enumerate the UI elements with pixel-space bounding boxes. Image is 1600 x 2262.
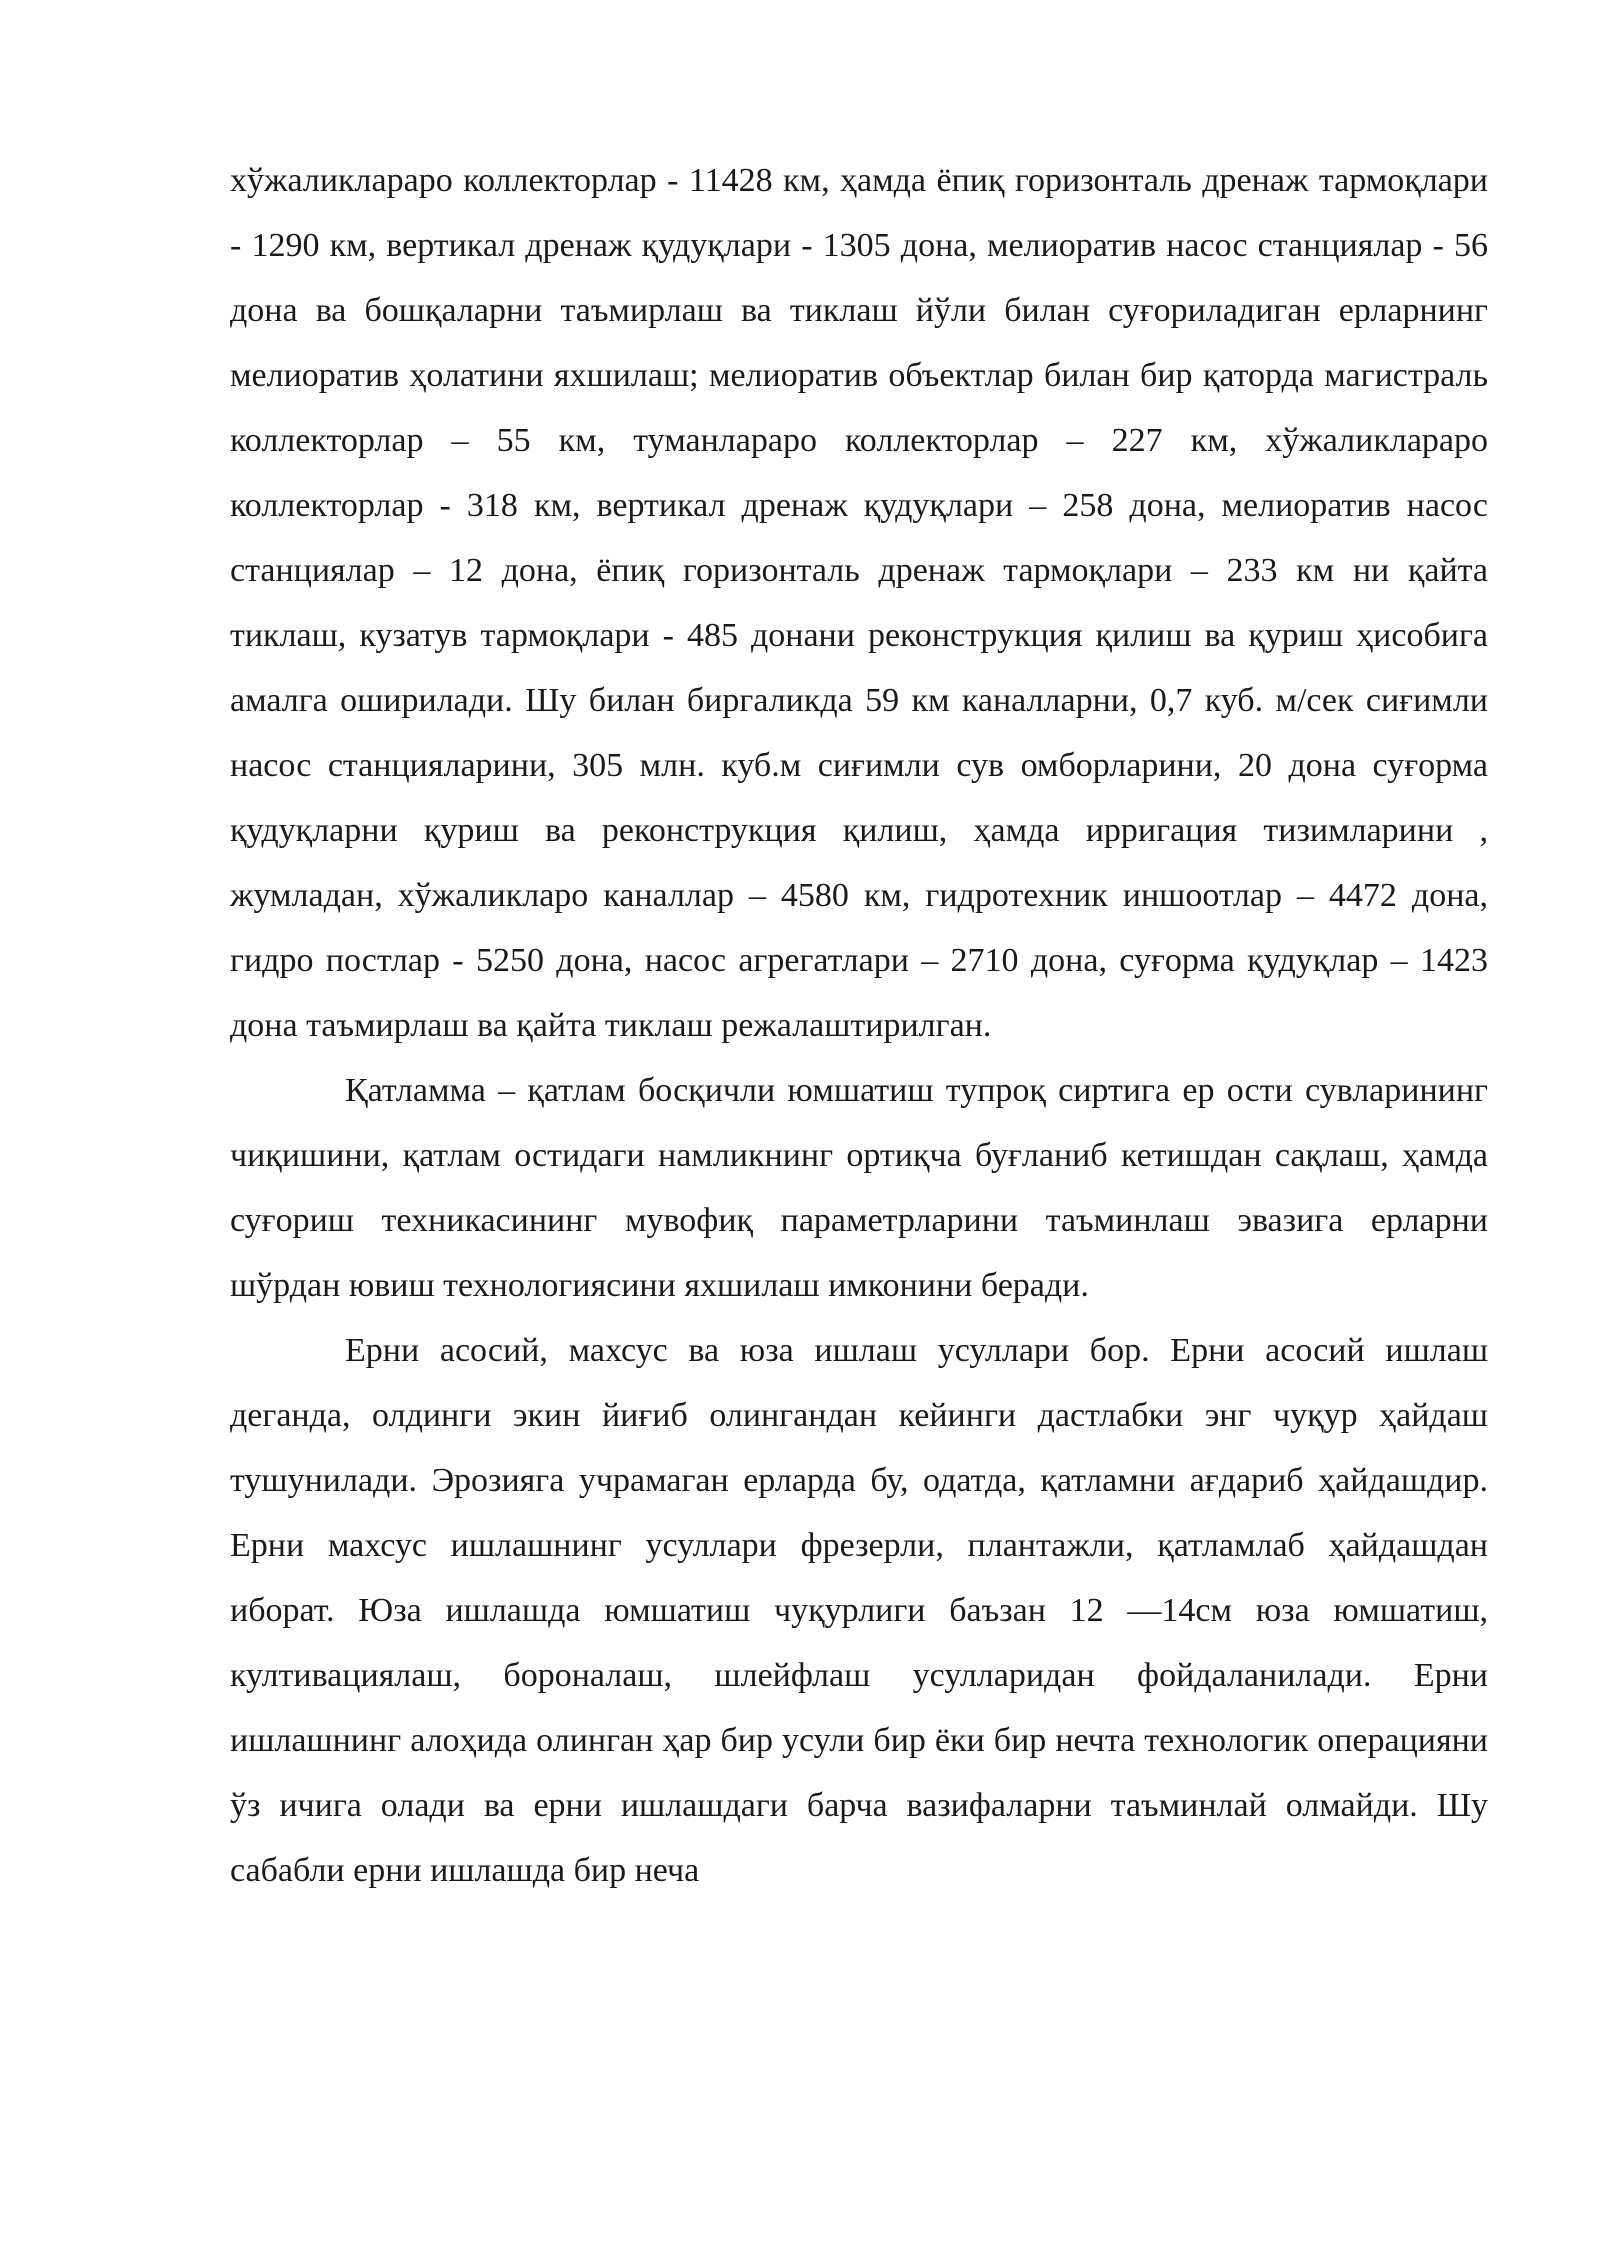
paragraph-layer-loosening: Қатламма – қатлам босқичли юмшатиш тупроқ сиртига ер ости сувларининг чиқишини, қатлам остидаги намликнинг ортиқча буғланиб кетишдан сақлаш, ҳамда суғориш техникасининг мувофиқ параметрларини таъминлаш эвазига ерларни шўрдан ювиш технологиясини яхшилаш имконини беради. [230,1072,1488,1304]
paragraph-continued: хўжаликлараро коллекторлар - 11428 км, ҳамда ёпиқ горизонталь дренаж тармоқлари - 1290 км, вертикал дренаж қудуқлари - 1305 дона, мелиоратив насос станциялар - 56 дона ва бошқаларни таъмирлаш ва тиклаш йўли билан суғориладиган ерларнинг мелиоратив ҳолатини яхшилаш; мелиоратив объектлар билан бир қаторда магистраль коллекторлар – 55 км, туманлараро коллекторлар – 227 км, хўжаликлараро коллекторлар - 318 км, вертикал дренаж қудуқлари – 258 дона, мелиоратив насос станциялар – 12 дона, ёпиқ горизонталь дренаж тармоқлари – 233 км ни қайта тиклаш, кузатув тармоқлари - 485 донани реконструкция қилиш ва қуриш ҳисобига амалга оширилади. Шу билан биргаликда 59 км каналларни, 0,7 куб. м/сек сиғимли насос станцияларини, 305 млн. куб.м сиғимли сув омборларини, 20 дона суғорма қудуқларни қуриш ва реконструкция қилиш, ҳамда ирригация тизимларини , жумладан, хўжаликларо каналлар – 4580 км, гидротехник иншоотлар – 4472 дона, гидро постлар - 5250 дона, насос агрегатлари – 2710 дона, суғорма қудуқлар – 1423 дона таъмирлаш ва қайта тиклаш режалаштирилган. [230,162,1488,1044]
document-body [230,148,1488,1903]
paragraph-soil-tillage: Ерни асосий, махсус ва юза ишлаш усуллари бор. Ерни асосий ишлаш деганда, олдинги экин йиғиб олингандан кейинги дастлабки энг чуқур ҳайдаш тушунилади. Эрозияга учрамаган ерларда бу, одатда, қатламни ағдариб ҳайдашдир. Ерни махсус ишлашнинг усуллари фрезерли, плантажли, қатламлаб ҳайдашдан иборат. Юза ишлашда юмшатиш чуқурлиги баъзан 12 —14см юза юмшатиш, култивациялаш, бороналаш, шлейфлаш усулларидан фойдаланилади. Ерни ишлашнинг алоҳида олинган ҳар бир усули бир ёки бир нечта технологик операцияни ўз ичига олади ва ерни ишлашдаги барча вазифаларни таъминлай олмайди. Шу сабабли ерни ишлашда бир неча [230,1332,1488,1889]
